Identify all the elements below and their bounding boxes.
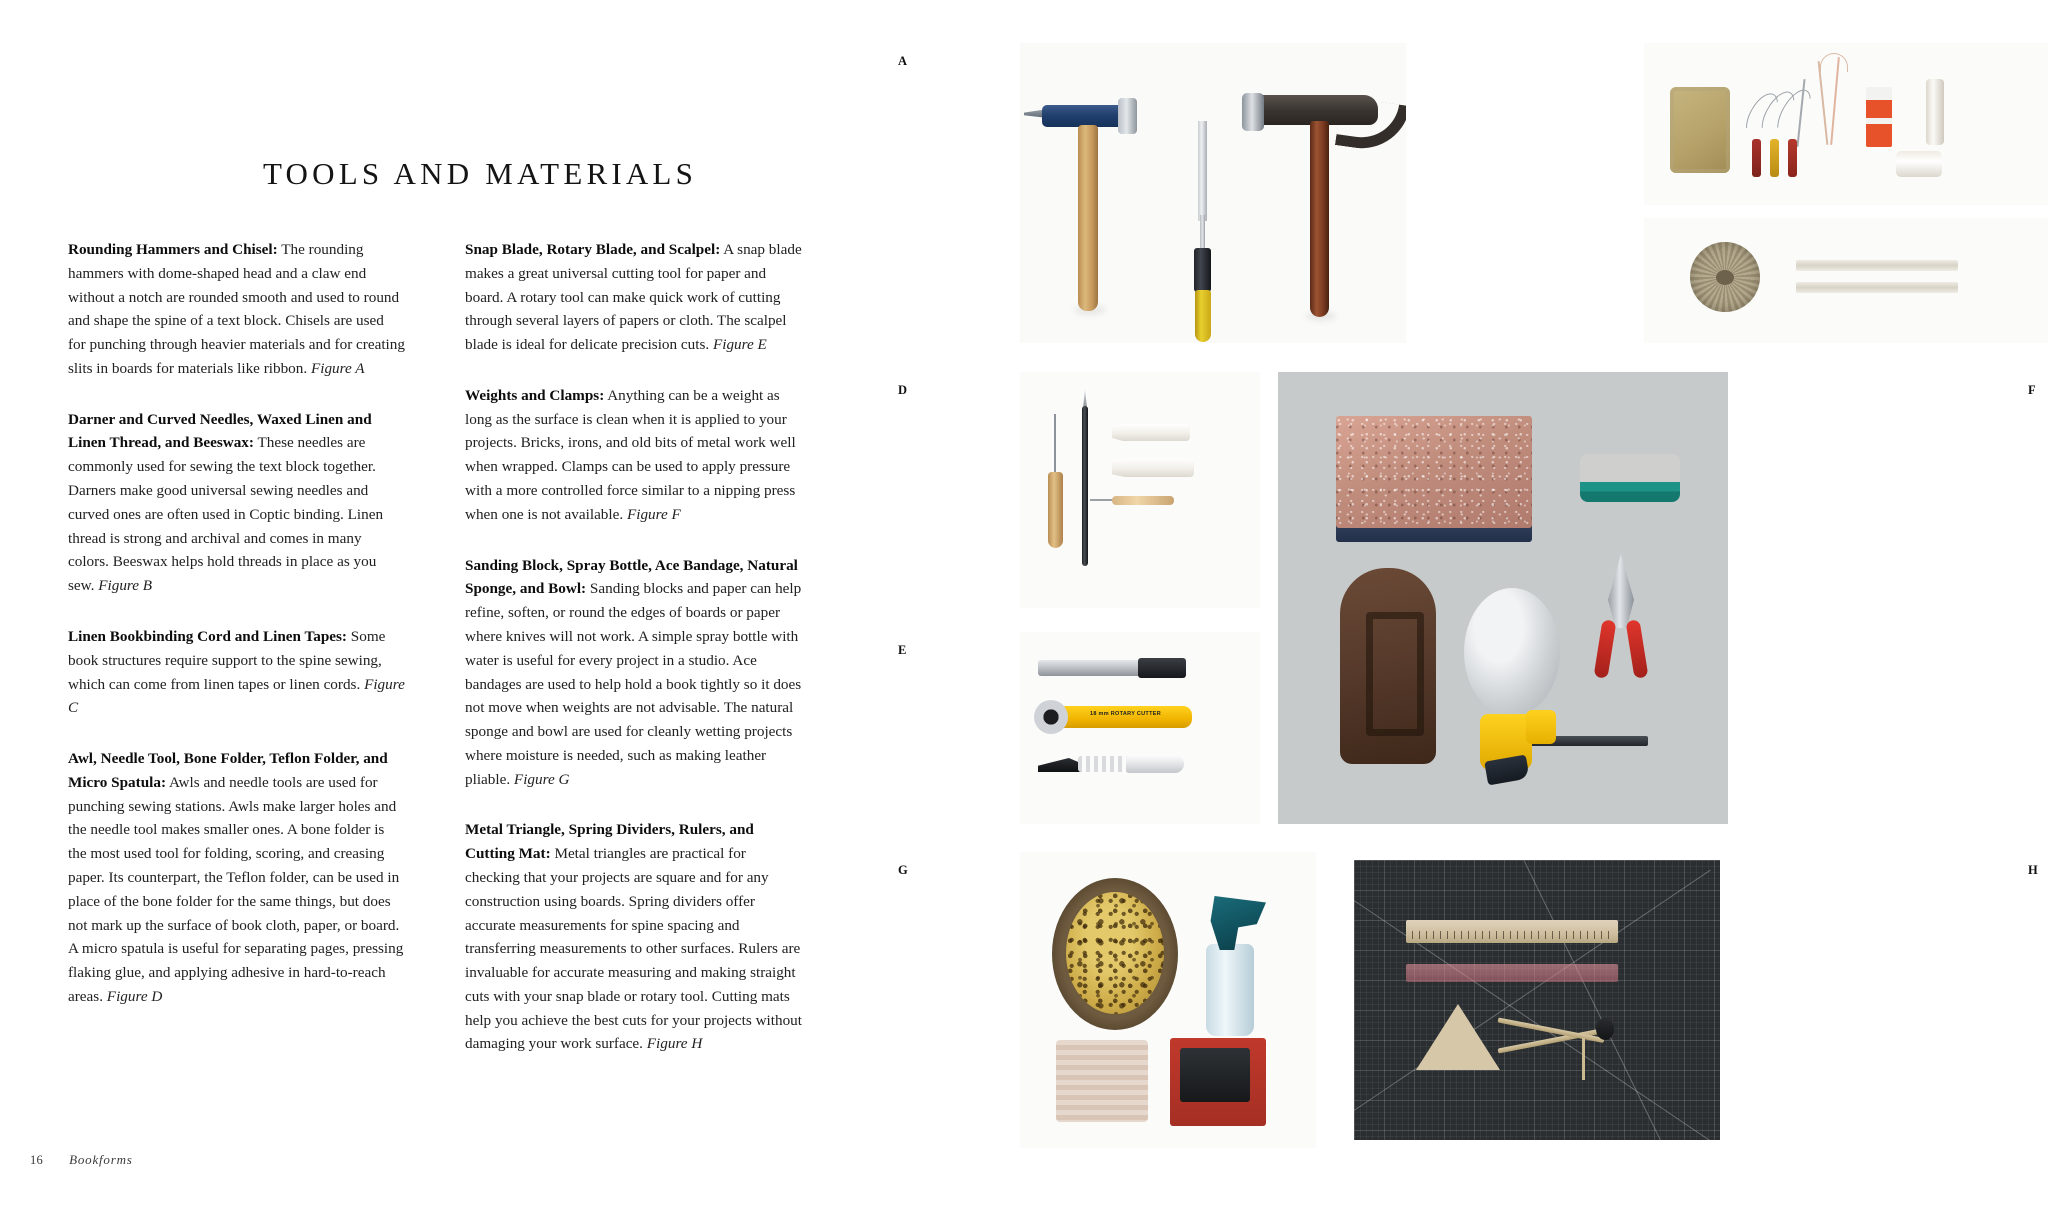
wax-crayon (1752, 139, 1761, 177)
spring-clamp (1474, 702, 1652, 788)
figure-label-a: A (898, 54, 908, 68)
flat-iron-weight (1340, 568, 1436, 764)
figure-label-f: F (2028, 383, 2037, 397)
figure-g-photo (1020, 852, 1316, 1148)
spring-divider-pivot (1596, 1018, 1614, 1040)
paragraph-body: Anything can be a weight as long as the surface is clean when it is applied to your projects. Bricks, irons, and old bits of metal work well when wrapped. Clamps can be used to apply pressure with a more controlled force similar to a nipping press when one is not available. (465, 386, 796, 523)
figure-h-photo (1346, 852, 1728, 1148)
figure-b-photo (1644, 43, 2048, 205)
thread-spool (1896, 151, 1942, 177)
figure-label-h: H (2028, 863, 2039, 877)
paragraph-heading: Sanding Block, Spray Bottle, Ace Bandage, Natural Sponge, and Bowl: (465, 556, 798, 598)
metal-triangle (1416, 1004, 1500, 1070)
photo-plate-page (898, 0, 2048, 1205)
needle-tool (1082, 406, 1088, 566)
wax-crayon (1788, 139, 1797, 177)
body-text-columns (68, 238, 958, 1056)
text-column-right (465, 238, 802, 1056)
bone-folder (1112, 458, 1194, 477)
paragraph (465, 554, 802, 792)
scalpel-handle (1126, 755, 1184, 773)
paragraph (68, 625, 405, 720)
hammer-face (1118, 98, 1137, 134)
scalpel-blade (1038, 758, 1082, 772)
rotary-cutter-wheel (1034, 700, 1068, 734)
thread-spool (1926, 79, 1944, 145)
waxed-thread (1818, 61, 1828, 145)
spray-trigger (1200, 896, 1266, 950)
figure-reference: Figure G (513, 770, 570, 788)
figure-reference: Figure B (98, 577, 153, 595)
paragraph (465, 238, 802, 357)
paragraph-heading: Linen Bookbinding Cord and Linen Tapes: (68, 627, 347, 645)
paragraph-body: Metal triangles are practical for checking that your projects are square and for any construction using boards. Spring dividers offer accurate measurements for spine spacing and transferring measurements to other surfaces. Rulers are invaluable for accurate measuring and making straight cuts with your snap blade or rotary tool. Cutting mats help you achieve the best cuts for your projects without damaging your work surface. (465, 845, 802, 1053)
awl-pin (1054, 414, 1056, 474)
rotary-cutter-label: 18 mm ROTARY CUTTER (1090, 711, 1161, 717)
paragraph-heading: Metal Triangle, Spring Dividers, Rulers, and Cutting Mat: (465, 821, 754, 863)
spray-bottle (1206, 944, 1254, 1036)
paragraph-heading: Snap Blade, Rotary Blade, and Scalpel: (465, 241, 721, 258)
clamp-jaw (1526, 710, 1556, 744)
spring-divider-screw (1582, 1038, 1585, 1080)
wooden-ruler (1406, 920, 1618, 943)
linen-cord-ball (1690, 242, 1760, 312)
awl-handle (1048, 472, 1063, 548)
chisel-ferrule (1194, 248, 1211, 292)
acrylic-ruler (1406, 964, 1618, 982)
wax-crayon (1770, 139, 1779, 177)
figure-reference: Figure D (106, 987, 163, 1005)
sponge-package (1170, 1038, 1266, 1126)
paragraph-heading: Darner and Curved Needles, Waxed Linen and Linen Thread, and Beeswax: (68, 410, 372, 452)
scalpel-grip (1078, 756, 1130, 772)
beeswax-block (1670, 87, 1730, 173)
claw-hammer-face (1242, 93, 1264, 131)
linen-tape (1796, 282, 1958, 293)
snap-blade-grip (1138, 658, 1186, 678)
needle-nose-pliers (1578, 554, 1668, 682)
figure-reference: Figure F (626, 505, 681, 523)
page-title: TOOLS AND MATERIALS (262, 155, 698, 191)
hammer-handle (1078, 125, 1098, 311)
micro-spatula-tip (1090, 499, 1114, 501)
paragraph-body: Sanding blocks and paper can help refine, soften, or round the edges of boards or paper where knives will not work. A simple spray bottle with water is useful for every project in a studio. Ace bandages are used to help hold a book tightly so it does not move when weights are not advisable. The natural sponge and bowl are used for cleanly wetting projects where moisture is needed, such as making leather pliable. (465, 580, 802, 788)
page-number: 16 (30, 1153, 44, 1167)
plier-jaw (1608, 554, 1634, 628)
micro-spatula-handle (1112, 496, 1174, 505)
figure-reference: Figure E (712, 336, 767, 354)
rounding-hammer-head (1042, 105, 1126, 127)
figure-f-photo (1278, 372, 1728, 824)
rotary-cutter-body (1058, 706, 1192, 728)
chisel-blade (1198, 121, 1207, 221)
chisel-grip (1195, 290, 1211, 342)
text-page (0, 0, 1020, 1205)
paragraph-body: These needles are commonly used for sewing the text block together. Darners make good universal sewing needles and curved ones are often used in Coptic binding. Linen thread is strong and archival and comes in many colors. Beeswax helps hold threads in place as you sew. (68, 434, 384, 595)
paragraph (68, 408, 405, 598)
figure-reference: Figure H (646, 1035, 703, 1053)
ace-bandage (1056, 1040, 1148, 1122)
figure-label-e: E (898, 643, 907, 657)
figure-d-photo (1020, 372, 1260, 608)
paragraph-heading: Awl, Needle Tool, Bone Folder, Teflon Folder, and Micro Spatula: (68, 750, 388, 791)
linen-tape (1796, 260, 1958, 271)
paragraph-body: A snap blade makes a great universal cutting tool for paper and board. A rotary tool can make quick work of cutting through several layers of papers or cloth. The scalpel blade is ideal for delicate precision cuts. (465, 241, 802, 354)
paragraph-body: Awls and needle tools are used for punching sewing stations. Awls make larger holes and the needle tool makes smaller ones. A bone folder is the most used tool for folding, scoring, and creasing paper. Its counterpart, the Teflon folder, can be used in place of the bone folder for the same things, but does not mark up the surface of book cloth, paper, or board. A micro spatula is useful for separating pages, pressing flaking glue, and applying adhesive in hard-to-reach areas. (68, 773, 404, 1005)
figure-e-photo (1020, 632, 1260, 824)
needle-packet (1866, 87, 1892, 147)
figure-reference: Figure C (68, 675, 405, 717)
figure-reference: Figure A (310, 359, 365, 377)
cutting-mat (1354, 860, 1720, 1140)
paragraph (465, 384, 802, 527)
thread-loop (1820, 53, 1848, 72)
plier-handle (1626, 619, 1649, 678)
figure-label-g: G (898, 863, 909, 877)
figure-c-photo (1644, 218, 2048, 343)
running-book-title: Bookforms (69, 1152, 133, 1167)
paragraph-body: The rounding hammers with dome-shaped head and a claw end without a notch are rounded smooth and used to round and shape the spine of a text block. Chisels are used for punching through heavier materials and for creating slits in boards for materials like ribbon. (68, 241, 405, 377)
paragraph-body: Some book structures require support to the spine sewing, which can come from linen tapes or linen cords. (68, 627, 386, 693)
plier-handle (1594, 619, 1617, 678)
figure-label-d: D (898, 383, 908, 397)
teflon-folder (1112, 424, 1190, 441)
metal-dish (1464, 588, 1560, 716)
paragraph-heading: Rounding Hammers and Chisel: (68, 241, 278, 258)
sanding-block (1580, 454, 1680, 502)
paragraph (68, 238, 405, 381)
paragraph-heading: Weights and Clamps: (465, 386, 605, 404)
paragraph (68, 747, 405, 1009)
paragraph (465, 818, 802, 1056)
page-footer (30, 1152, 133, 1168)
brick-weight (1336, 416, 1532, 528)
natural-sponge (1066, 892, 1164, 1014)
figure-a-photo (1020, 43, 1406, 343)
claw-hammer-claw (1335, 96, 1406, 154)
claw-hammer-handle (1310, 121, 1329, 317)
text-column-left (68, 238, 405, 1056)
